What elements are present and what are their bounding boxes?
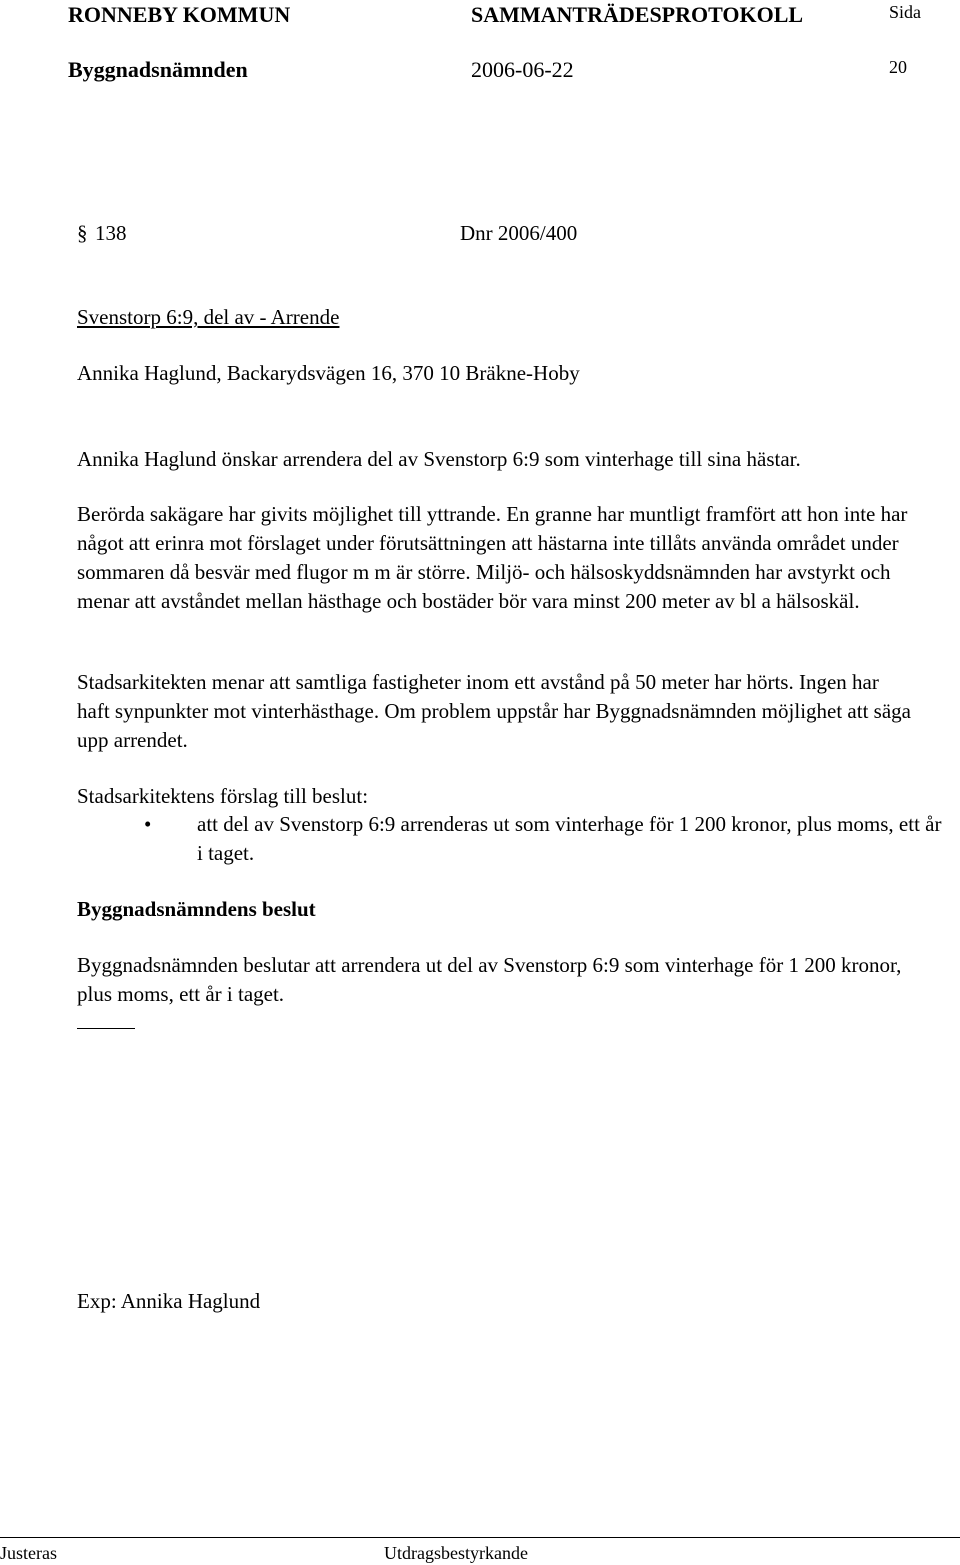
case-number: Dnr 2006/400 bbox=[460, 221, 578, 245]
committee-name: Byggnadsnämnden bbox=[68, 57, 248, 82]
section-number: 138 bbox=[95, 221, 127, 245]
proposal-bullet-text: att del av Svenstorp 6:9 arrenderas ut som vinterhage för 1 200 kronor, plus moms, ett år i taget. bbox=[197, 812, 942, 865]
document-type: SAMMANTRÄDESPROTOKOLL bbox=[471, 2, 804, 27]
org-name: RONNEBY KOMMUN bbox=[68, 2, 291, 27]
meeting-date: 2006-06-22 bbox=[471, 57, 574, 82]
section-symbol: § bbox=[77, 221, 88, 245]
section-title: Svenstorp 6:9, del av - Arrende bbox=[77, 305, 340, 329]
decision-heading: Byggnadsnämndens beslut bbox=[77, 897, 316, 921]
paragraph-consultation: Berörda sakägare har givits möjlighet till yttrande. En granne har muntligt framfört att hon inte har något att erinra mot förslaget under förutsättningen att hästarna inte tillåts använda området under sommaren då besvär med flugor m m är större. Miljö- och hälsoskyddsnämnden har avstyrkt och menar att avståndet mellan hästhage och bostäder bör vara minst 200 meter av bl a hälsoskäl. bbox=[77, 502, 908, 613]
footer-utdragsbestyrkande: Utdragsbestyrkande bbox=[384, 1543, 528, 1563]
footer-rule bbox=[0, 1537, 960, 1538]
proposal-heading: Stadsarkitektens förslag till beslut: bbox=[77, 784, 369, 808]
paragraph-architect-view: Stadsarkitekten menar att samtliga fastigheter inom ett avstånd på 50 meter har hörts. Ingen har haft synpunkter mot vinterhästhage. Om problem uppstår har Byggnadsnämnden möjlighet att säga upp arrendet. bbox=[77, 670, 911, 752]
end-rule bbox=[77, 1028, 135, 1029]
decision-text: Byggnadsnämnden beslutar att arrendera ut del av Svenstorp 6:9 som vinterhage för 1 200 kronor, plus moms, ett år i taget. bbox=[77, 953, 902, 1006]
applicant-address: Annika Haglund, Backarydsvägen 16, 370 10 Bräkne-Hoby bbox=[77, 361, 580, 385]
paragraph-request: Annika Haglund önskar arrendera del av Svenstorp 6:9 som vinterhage till sina hästar. bbox=[77, 447, 801, 471]
page-number: 20 bbox=[889, 57, 907, 77]
footer-justeras: Justeras bbox=[0, 1543, 57, 1563]
distribution-note: Exp: Annika Haglund bbox=[77, 1289, 261, 1313]
bullet-icon: • bbox=[144, 812, 152, 836]
page-label: Sida bbox=[889, 2, 922, 22]
